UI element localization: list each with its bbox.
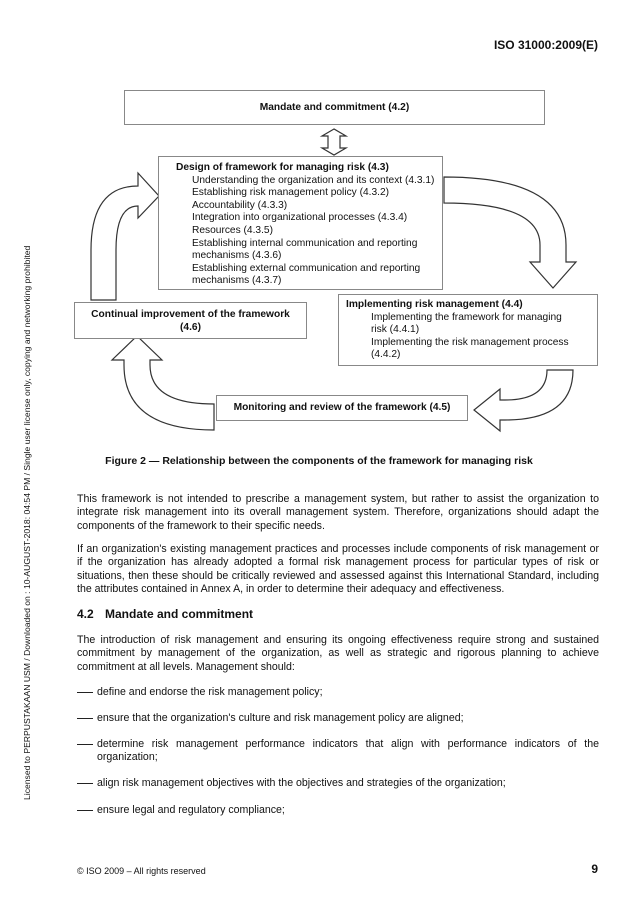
paragraph: If an organization's existing management practices and processes include components of risk management or if the organization has already adopted a formal risk management process for particular types of risk or situations, then these should be critically reviewed and assessed against this International Standard, including the attributes contained in Annex A, in order to determine their adequacy and effectiveness. xyxy=(77,543,599,596)
monitoring-box: Monitoring and review of the framework (4.5) xyxy=(216,395,468,421)
figure-caption: Figure 2 — Relationship between the components of the framework for managing risk xyxy=(105,455,533,467)
list-item xyxy=(77,777,599,790)
dash-bullet xyxy=(77,744,93,745)
curved-arrow-left-icon xyxy=(474,370,573,431)
implement-item: Implementing the risk management process xyxy=(371,336,569,348)
improvement-line: (4.6) xyxy=(180,321,201,333)
list-item-text: define and endorse the risk management policy; xyxy=(97,686,323,698)
section-title: Mandate and commitment xyxy=(105,607,254,621)
list-item-text: ensure that the organization's culture and risk management policy are aligned; xyxy=(97,712,464,724)
copyright: © ISO 2009 – All rights reserved xyxy=(77,866,206,876)
improvement-line: Continual improvement of the framework xyxy=(91,309,290,320)
design-item: Understanding the organization and its context (4.3.1) xyxy=(192,174,435,186)
dash-bullet xyxy=(77,718,93,719)
implement-item: (4.4.2) xyxy=(371,349,401,361)
list-item xyxy=(77,686,599,699)
mandate-box: Mandate and commitment (4.2) xyxy=(124,90,545,125)
list-item xyxy=(77,738,599,765)
improvement-box xyxy=(74,302,307,339)
dash-bullet xyxy=(77,692,93,693)
dash-bullet xyxy=(77,810,93,811)
paragraph: This framework is not intended to prescribe a management system, but rather to assist the organization to integrate risk management into its overall management system. Therefore, organizations should adapt the components of the framework to their specific needs. xyxy=(77,493,599,532)
double-arrow-icon xyxy=(322,129,346,155)
design-item: mechanisms (4.3.6) xyxy=(192,250,282,262)
design-item: Resources (4.3.5) xyxy=(192,224,273,236)
design-item: Accountability (4.3.3) xyxy=(192,199,288,211)
design-item: mechanisms (4.3.7) xyxy=(192,275,282,287)
list-item xyxy=(77,804,599,817)
list-item-text: ensure legal and regulatory compliance; xyxy=(97,804,285,816)
list-item xyxy=(77,712,599,725)
curved-arrow-down-icon xyxy=(444,177,576,288)
implement-item: risk (4.4.1) xyxy=(371,324,420,336)
curved-arrow-up-icon xyxy=(112,336,214,430)
design-item: Establishing risk management policy (4.3.2) xyxy=(192,187,390,199)
curved-arrow-right-icon xyxy=(91,173,159,300)
implement-item: Implementing the framework for managing xyxy=(371,311,562,323)
section-number: 4.2 xyxy=(77,607,94,621)
section-heading xyxy=(77,607,253,621)
implement-title: Implementing risk management (4.4) xyxy=(346,299,523,310)
implement-box xyxy=(338,294,598,366)
design-item: Establishing external communication and reporting xyxy=(192,262,421,274)
design-box xyxy=(158,156,443,290)
design-item: Integration into organizational processes (4.3.4) xyxy=(192,212,408,224)
design-item: Establishing internal communication and reporting xyxy=(192,237,418,249)
page-number: 9 xyxy=(591,862,598,876)
dash-bullet xyxy=(77,783,93,784)
paragraph: The introduction of risk management and ensuring its ongoing effectiveness require strong and sustained commitment by management of the organization, as well as strategic and rigorous planning to achieve commitment at all levels. Management should: xyxy=(77,634,599,673)
design-title: Design of framework for managing risk (4.3) xyxy=(176,162,389,173)
list-item-text: determine risk management performance indicators that align with performance indicators of the organization; xyxy=(97,738,599,764)
list-item-text: align risk management objectives with the objectives and strategies of the organization; xyxy=(97,777,506,789)
license-sidebar: Licensed to PERPUSTAKAAN USM / Downloaded on : 10-AUGUST-2018: 04:54 PM / Single user license only, copying and networking prohibited xyxy=(22,245,32,800)
standard-id: ISO 31000:2009(E) xyxy=(493,38,598,52)
